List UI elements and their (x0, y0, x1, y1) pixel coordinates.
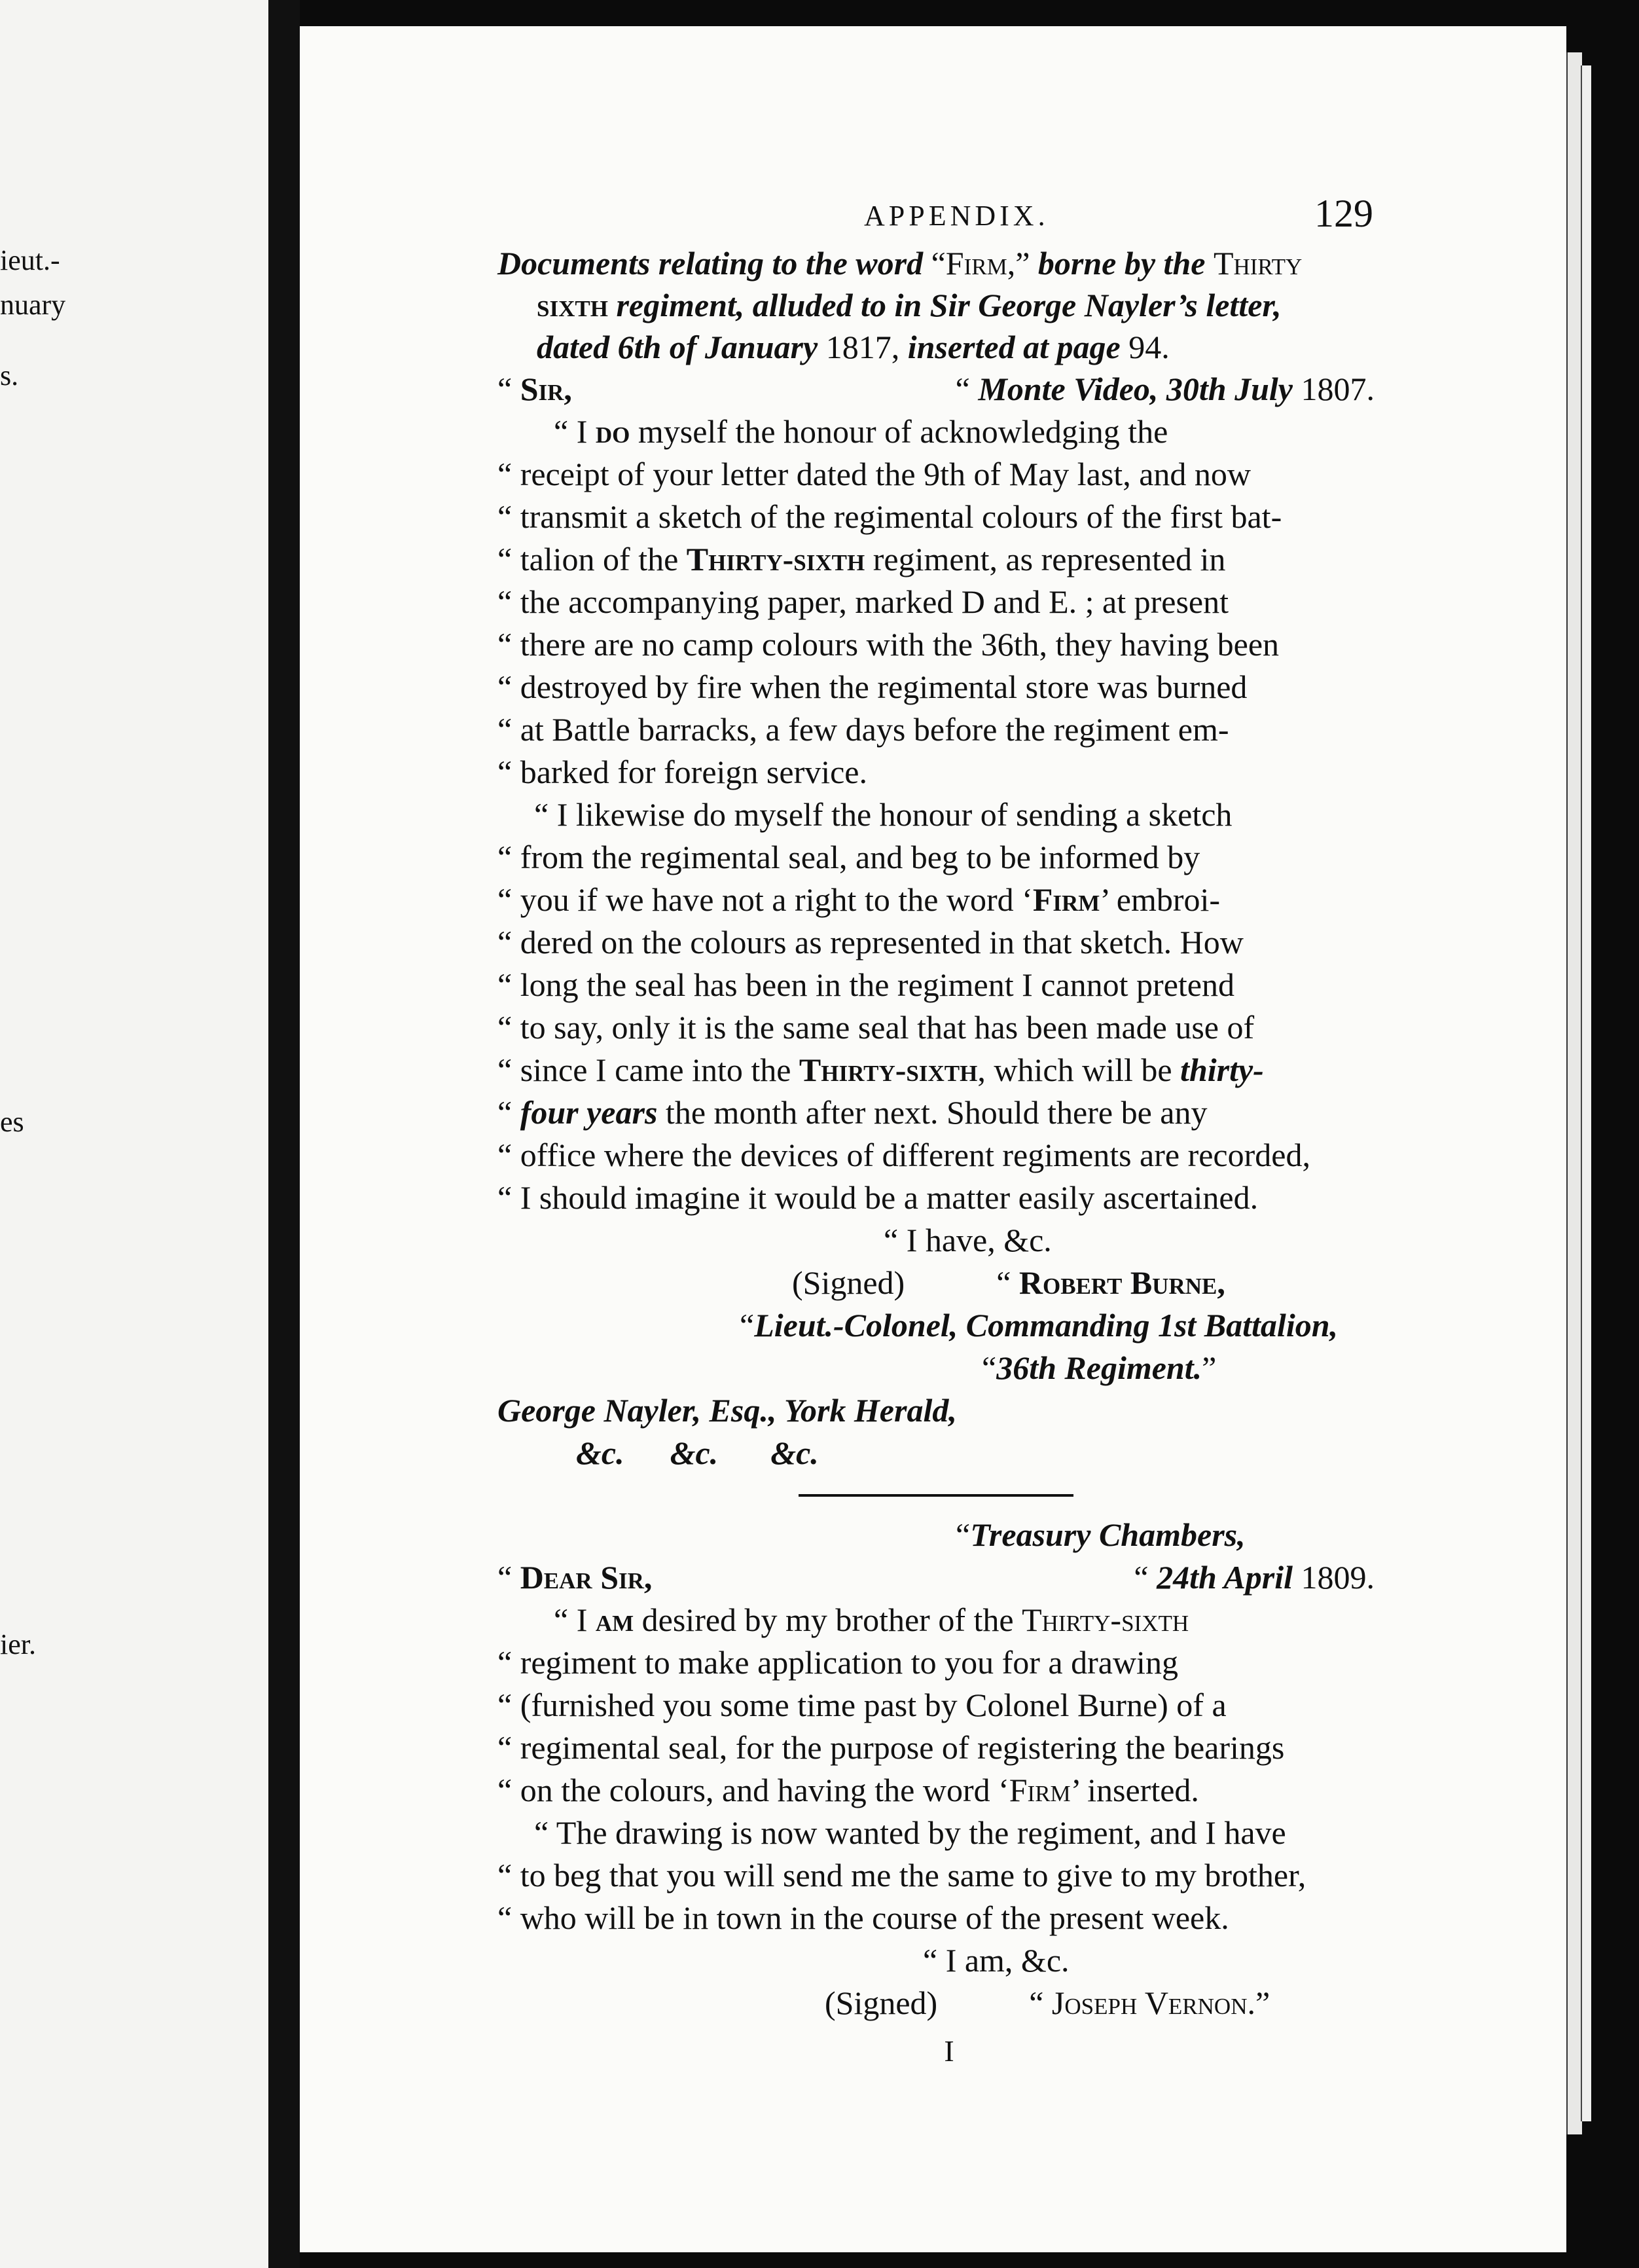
letter-dateline (497, 368, 1375, 411)
dateline: “ 24th April 1809. (1134, 1559, 1375, 1596)
text-line: “ to beg that you will send me the same to give to my brother, (497, 1857, 1306, 1893)
facing-page-fragment: nuary (0, 289, 66, 321)
heading-line: sixth regiment, alluded to in Sir George Nayler’s letter, (537, 287, 1282, 323)
text-line: “ four years the month after next. Should there be any (497, 1094, 1208, 1131)
text-line: “ I am desired by my brother of the Thirty-sixth (554, 1601, 1189, 1638)
text-line: “ since I came into the Thirty-sixth, which will be thirty- (497, 1052, 1264, 1088)
facing-page-fragment: es (0, 1106, 24, 1138)
paragraph (497, 794, 1375, 1219)
gutter-shadow (268, 0, 300, 2268)
text-line: “ who will be in town in the course of the present week. (497, 1899, 1229, 1936)
signatory: “ Joseph Vernon.” (1029, 1985, 1270, 2021)
text-line: “ you if we have not a right to the word ‘Firm’ embroi- (497, 881, 1221, 918)
dateline: “ Monte Video, 30th July 1807. (955, 371, 1375, 407)
signed-label: (Signed) (792, 1264, 905, 1301)
letter-vernon (497, 1514, 1375, 2024)
signature-line (497, 1262, 1375, 1304)
text-line: “ transmit a sketch of the regimental colours of the first bat- (497, 498, 1282, 535)
text-line: “ the accompanying paper, marked D and E. ; at present (497, 583, 1229, 620)
text-line: “ from the regimental seal, and beg to be informed by (497, 839, 1200, 875)
facing-page-fragment: s. (0, 359, 19, 392)
signatory-rank: “ Lieut.-Colonel, Commanding 1st Battalion, (740, 1307, 1339, 1344)
running-head: APPENDIX. (864, 200, 1049, 232)
addressee-etc: &c. &c. &c. (576, 1435, 819, 1471)
letter-dateline (497, 1556, 1375, 1599)
page-number: 129 (1314, 192, 1373, 235)
text-line: “ I should imagine it would be a matter easily ascertained. (497, 1179, 1259, 1216)
page-content (497, 183, 1375, 2068)
text-line: “ I likewise do myself the honour of sending a sketch (534, 796, 1233, 833)
text-line: “ on the colours, and having the word ‘ Firm ’ inserted. (497, 1772, 1199, 1808)
signature-line (497, 1982, 1375, 2024)
facing-page-fragment: ier. (0, 1628, 36, 1660)
closing: “ I am, &c. (923, 1942, 1070, 1979)
page-edge (1581, 65, 1591, 2121)
facing-page (0, 0, 268, 2268)
section-divider (799, 1494, 1073, 1497)
closing: “ I have, &c. (884, 1222, 1052, 1258)
page-header (497, 183, 1375, 242)
text-line: “ destroyed by fire when the regimental store was burned (497, 668, 1248, 705)
signatory-regiment: “ 36th Regiment. ” (982, 1349, 1217, 1386)
paragraph (497, 411, 1375, 794)
text-line: “ (furnished you some time past by Colonel Burne) of a (497, 1687, 1227, 1723)
facing-page-fragment: ieut.- (0, 244, 60, 276)
text-line: “ there are no camp colours with the 36th, they having been (497, 626, 1280, 663)
heading-line: dated 6th of January 1817, inserted at page 94. (537, 329, 1170, 365)
paragraph (497, 1599, 1375, 1812)
text-line: “ long the seal has been in the regiment I cannot pretend (497, 966, 1234, 1003)
text-line: “ office where the devices of different regiments are recorded, (497, 1137, 1310, 1173)
text-line: “ regimental seal, for the purpose of registering the bearings (497, 1729, 1285, 1766)
salutation: “ Dear Sir, (497, 1559, 653, 1596)
heading-line: Documents relating to the word “Firm,” borne by the Thirty (497, 245, 1303, 282)
text-line: “ talion of the Thirty-sixth regiment, as represented in (497, 541, 1226, 577)
signed-label: (Signed) (825, 1985, 938, 2021)
letter-burne (497, 368, 1375, 1474)
text-line: “ barked for foreign service. (497, 754, 867, 790)
text-line: “ to say, only it is the same seal that has been made use of (497, 1009, 1255, 1046)
text-line: “ receipt of your letter dated the 9th of May last, and now (497, 456, 1252, 492)
page-edge (1566, 52, 1582, 2134)
text-line: “ I do myself the honour of acknowledging the (554, 413, 1168, 450)
paragraph (497, 1812, 1375, 1939)
text-line: “ The drawing is now wanted by the regiment, and I have (534, 1814, 1286, 1851)
signatory: “ Robert Burne, (996, 1264, 1225, 1301)
text-line: “ dered on the colours as represented in that sketch. How (497, 924, 1244, 960)
letter-place: “ Treasury Chambers, (956, 1516, 1246, 1553)
text-line: “ regiment to make application to you for a drawing (497, 1644, 1178, 1681)
signature-mark: I (944, 2034, 954, 2068)
salutation: “ Sir, (497, 371, 572, 407)
text-line: “ at Battle barracks, a few days before the regiment em- (497, 711, 1229, 748)
document-heading (497, 242, 1375, 368)
addressee: George Nayler, Esq., York Herald, (497, 1392, 957, 1429)
